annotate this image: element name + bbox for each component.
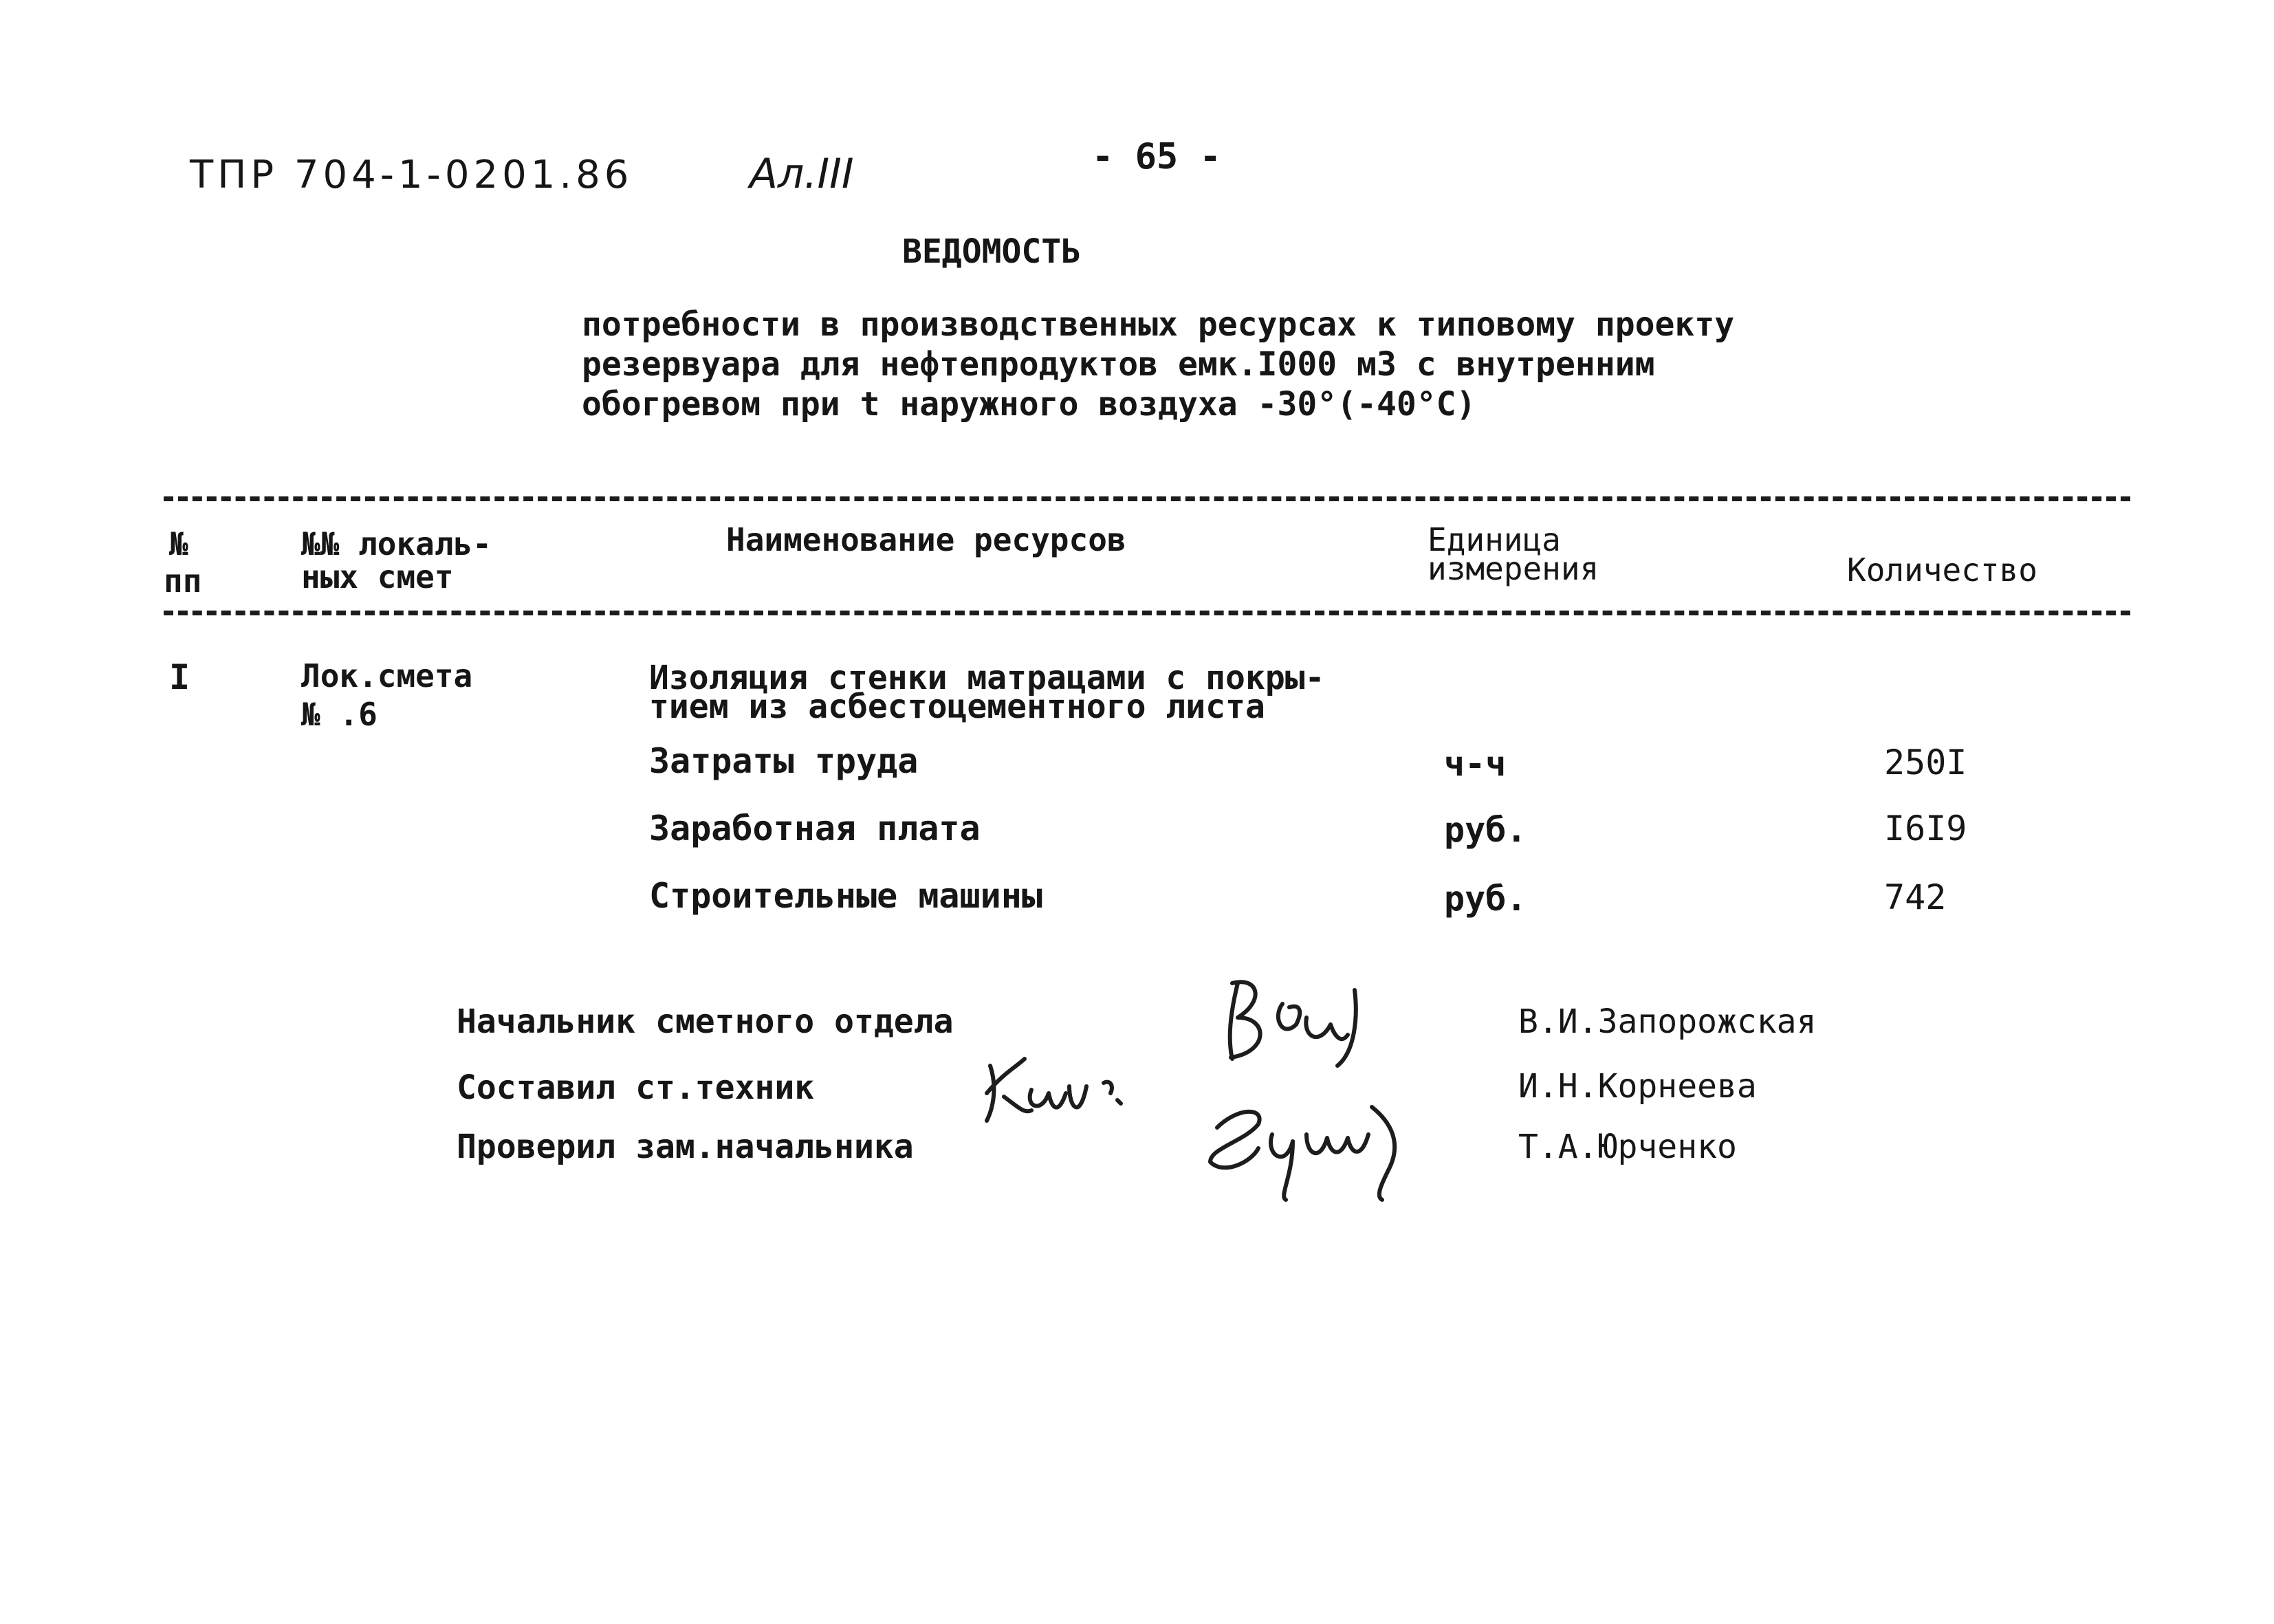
- entry-name-line1: Изоляция стенки матрацами с покры-: [649, 659, 1325, 697]
- col-header-unit-line2: измерения: [1428, 550, 1599, 587]
- signature-role-head: Начальник сметного отдела: [457, 1002, 954, 1041]
- entry-estimate-line2: № .6: [301, 696, 378, 733]
- entry-name-line2: тием из асбестоцементного листа: [649, 688, 1265, 726]
- resource-name-wages: Заработная плата: [649, 809, 981, 848]
- signature-role-compiler: Составил ст.техник: [457, 1068, 815, 1107]
- col-header-estimate-line2: ных смет: [301, 558, 454, 595]
- handwritten-signature-checker: [1196, 1086, 1417, 1203]
- album-mark: Ал.III: [750, 150, 854, 198]
- col-header-num-line1: №: [169, 525, 188, 562]
- resource-qty-labor: 250I: [1884, 743, 1967, 782]
- col-header-num-line2: пп: [164, 562, 202, 600]
- table-header-rule: [164, 611, 2130, 615]
- entry-number: I: [169, 657, 190, 697]
- resource-unit-machines: руб.: [1444, 879, 1527, 919]
- resource-name-machines: Строительные машины: [649, 876, 1042, 916]
- subtitle-line-3: обогревом при t наружного воздуха -30°(-40°С): [582, 385, 1476, 424]
- col-header-unit-line1: Единица: [1428, 521, 1561, 558]
- handwritten-signature-compiler: [976, 1045, 1141, 1134]
- resource-unit-wages: руб.: [1444, 810, 1527, 850]
- signature-role-checker: Проверил зам.начальника: [457, 1128, 914, 1166]
- col-header-estimate-line1: №№ локаль-: [301, 525, 492, 562]
- resource-qty-machines: 742: [1884, 877, 1947, 917]
- handwritten-signature-head: [1217, 969, 1382, 1073]
- table-top-rule: [164, 496, 2130, 501]
- signature-name-compiler: И.Н.Корнеева: [1518, 1067, 1757, 1106]
- resource-qty-wages: I6I9: [1884, 809, 1967, 848]
- resource-unit-labor: ч-ч: [1444, 744, 1507, 784]
- signature-name-head: В.И.Запорожская: [1518, 1002, 1817, 1041]
- resource-name-labor: Затраты труда: [649, 741, 919, 781]
- document-title: ВЕДОМОСТЬ: [902, 232, 1082, 271]
- col-header-quantity: Количество: [1847, 551, 2037, 589]
- subtitle-line-1: потребности в производственных ресурсах к типовому проекту: [582, 305, 1735, 344]
- entry-estimate-line1: Лок.смета: [301, 657, 473, 694]
- page-number: - 65 -: [1092, 136, 1221, 177]
- subtitle-line-2: резервуара для нефтепродуктов емк.I000 м3 с внутренним: [582, 345, 1655, 384]
- document-code: ТПР 704-1-0201.86: [190, 153, 633, 197]
- signature-name-checker: Т.А.Юрченко: [1518, 1128, 1737, 1166]
- col-header-name: Наименование ресурсов: [726, 521, 1126, 558]
